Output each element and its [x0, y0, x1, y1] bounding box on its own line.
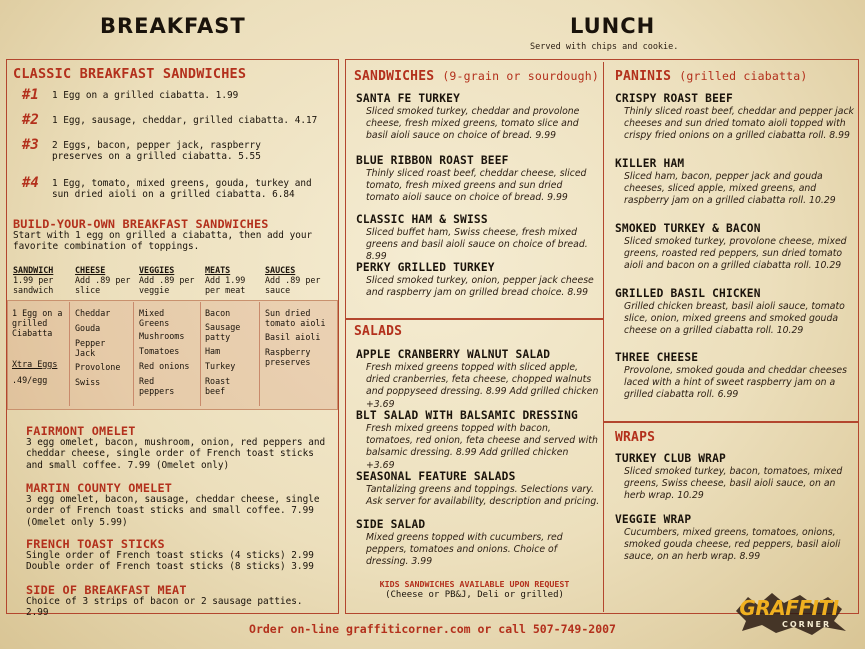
menu-item-desc: Sliced ham, bacon, pepper jack and gouda cheeses, sliced apple, mixed greens, and raspberry jam on a grilled ciabatta roll. 10.29: [624, 171, 836, 207]
lunch-note: Served with chips and cookie.: [530, 42, 679, 52]
special-desc: Single order of French toast sticks (4 sticks) 2.99 Double order of French toast sticks (8 sticks) 3.99: [26, 550, 314, 573]
menu-item-desc: Thinly sliced roast beef, cheddar and pepper jack cheeses and sun dried tomato aioli topped with crispy fried onions on a grilled ciabatta roll. 8.99: [624, 106, 854, 142]
menu-item-desc: Provolone, smoked gouda and cheddar cheeses laced with a hint of sweet raspberry jam on a grilled ciabatta roll. 6.99: [624, 365, 847, 401]
byo-sauces-list: [265, 308, 329, 367]
sandwich-salad-divider: [346, 318, 603, 320]
list-item: Tomatoes: [139, 346, 180, 356]
byo-title: BUILD-YOUR-OWN BREAKFAST SANDWICHES: [13, 217, 269, 231]
byo-meats-list: [205, 308, 257, 396]
list-item: Red peppers: [139, 376, 175, 397]
list-item: Bacon: [205, 308, 231, 318]
classic-number: #4: [22, 175, 39, 191]
menu-item-title: KILLER HAM: [615, 157, 685, 170]
byo-header-sandwich: SANDWICH 1.99 per sandwich: [13, 265, 54, 295]
salads-title: SALADS: [354, 324, 403, 339]
menu-item-title: BLT SALAD WITH BALSAMIC DRESSING: [356, 409, 578, 422]
byo-header-veggies: VEGGIES Add .89 per veggie: [139, 265, 195, 295]
byo-header-meats: MEATS Add 1.99 per meat: [205, 265, 246, 295]
menu-item-desc: Sliced smoked turkey, provolone cheese, mixed greens, roasted red peppers, sun dried tomato aioli and bacon on a grilled ciabatta roll. 10.29: [624, 236, 847, 272]
list-item: Gouda: [75, 323, 101, 333]
byo-divider: [133, 302, 134, 406]
byo-intro: Start with 1 egg on grilled a ciabatta, then add your favorite combination of toppings.: [13, 230, 313, 253]
menu-item-title: TURKEY CLUB WRAP: [615, 452, 726, 465]
menu-item-title: BLUE RIBBON ROAST BEEF: [356, 154, 509, 167]
menu-item-title: SANTA FE TURKEY: [356, 92, 461, 105]
classic-number: #2: [22, 112, 39, 128]
wraps-title: WRAPS: [615, 430, 656, 445]
list-item: Sun dried tomato aioli: [265, 308, 326, 329]
classic-item-text: 1 Egg, sausage, cheddar, grilled ciabatta. 4.17: [52, 115, 318, 126]
lunch-heading: LUNCH: [570, 14, 656, 38]
menu-item-title: PERKY GRILLED TURKEY: [356, 261, 495, 274]
classic-item-text: 2 Eggs, bacon, pepper jack, raspberry preserves on a grilled ciabatta. 5.55: [52, 140, 261, 163]
list-item: Sausage patty: [205, 322, 241, 343]
menu-item-desc: Tantalizing greens and toppings. Selections vary. Ask server for availability, description and pricing.: [366, 484, 600, 508]
lunch-column-divider: [603, 62, 604, 612]
menu-item-desc: Grilled chicken breast, basil aioli sauce, tomato slice, onion, mixed greens and smoked gouda cheese on a grilled ciabatta roll. 10.29: [624, 301, 845, 337]
logo-subtext: CORNER: [782, 620, 832, 629]
byo-sandwich-base: 1 Egg on a grilled Ciabatta: [12, 308, 63, 339]
menu-item-desc: Sliced smoked turkey, onion, pepper jack cheese and raspberry jam on grilled bread choice. 8.99: [366, 275, 594, 299]
list-item: Ham: [205, 346, 221, 356]
menu-item-title: SEASONAL FEATURE SALADS: [356, 470, 516, 483]
list-item: Cheddar: [75, 308, 111, 318]
menu-item-title: SIDE SALAD: [356, 518, 426, 531]
menu-item-desc: Fresh mixed greens topped with bacon, tomatoes, red onion, feta cheese and served with balsamic dressing. 8.99 Add grilled chicken +3.69: [366, 423, 598, 471]
byo-divider: [69, 302, 70, 406]
menu-item-desc: Cucumbers, mixed greens, tomatoes, onions, smoked gouda cheese, red peppers, basil aioli sauce, on an herb wrap. 8.99: [624, 527, 841, 563]
menu-item-desc: Sliced buffet ham, Swiss cheese, fresh mixed greens and basil aioli sauce on choice of bread. 8.99: [366, 227, 588, 263]
list-item: Raspberry preserves: [265, 347, 311, 368]
menu-item-title: CLASSIC HAM & SWISS: [356, 213, 488, 226]
byo-extra-eggs: Xtra Eggs: [12, 359, 58, 369]
paninis-title: PANINIS (grilled ciabatta): [615, 69, 808, 84]
menu-item-desc: Thinly sliced roast beef, cheddar cheese, sliced tomato, fresh mixed greens and sun dried tomato aioli sauce on choice of bread. 9.99: [366, 168, 587, 204]
list-item: Mushrooms: [139, 331, 185, 341]
order-online-footer[interactable]: Order on-line graffiticorner.com or call 507-749-2007: [249, 622, 616, 636]
menu-item-title: SMOKED TURKEY & BACON: [615, 222, 761, 235]
classic-number: #1: [22, 87, 39, 103]
menu-item-desc: Sliced smoked turkey, bacon, tomatoes, mixed greens, Swiss cheese, basil aioli sauce, on an herb wrap. 10.29: [624, 466, 843, 502]
list-item: Roast beef: [205, 376, 231, 397]
breakfast-heading: BREAKFAST: [100, 14, 246, 38]
byo-divider: [259, 302, 260, 406]
sandwiches-title: SANDWICHES (9-grain or sourdough): [354, 69, 600, 84]
byo-extra-eggs-price: .49/egg: [12, 375, 48, 385]
byo-header-sauces: SAUCES Add .89 per sauce: [265, 265, 321, 295]
menu-item-desc: Fresh mixed greens topped with sliced apple, dried cranberries, feta cheese, chopped walnuts and poppyseed dressing. 8.99 Add grilled chicken +3.69: [366, 362, 599, 410]
menu-item-desc: Mixed greens topped with cucumbers, red peppers, tomatoes and onions. Choice of dressing. 3.99: [366, 532, 563, 568]
menu-item-title: GRILLED BASIL CHICKEN: [615, 287, 761, 300]
list-item: Swiss: [75, 377, 101, 387]
classic-number: #3: [22, 137, 39, 153]
special-title: SIDE OF BREAKFAST MEAT: [26, 583, 187, 597]
list-item: Provolone: [75, 362, 121, 372]
list-item: Red onions: [139, 361, 190, 371]
menu-item-title: THREE CHEESE: [615, 351, 699, 364]
list-item: Pepper Jack: [75, 338, 106, 359]
menu-item-desc: Sliced smoked turkey, cheddar and provolone cheese, fresh mixed greens, tomato slice and basil aioli sauce on choice of bread. 9.99: [366, 106, 580, 142]
list-item: Mixed Greens: [139, 308, 170, 329]
menu-item-title: APPLE CRANBERRY WALNUT SALAD: [356, 348, 551, 361]
special-title: FAIRMONT OMELET: [26, 424, 136, 438]
byo-header-cheese: CHEESE Add .89 per slice: [75, 265, 131, 295]
classic-breakfast-title: CLASSIC BREAKFAST SANDWICHES: [13, 66, 247, 82]
classic-item-text: 1 Egg, tomato, mixed greens, gouda, turkey and sun dried aioli on a grilled ciabatta. 6.84: [52, 178, 312, 201]
panini-wrap-divider: [604, 421, 858, 423]
logo-text: GRAFFITI: [739, 596, 839, 620]
kids-note-line1: KIDS SANDWICHES AVAILABLE UPON REQUEST: [379, 579, 570, 589]
classic-item-text: 1 Egg on a grilled ciabatta. 1.99: [52, 90, 239, 101]
special-title: MARTIN COUNTY OMELET: [26, 481, 173, 495]
byo-divider: [200, 302, 201, 406]
byo-veggies-list: [139, 308, 197, 396]
special-desc: 3 egg omelet, bacon, sausage, cheddar cheese, single order of French toast sticks and small coffee. 7.99 (Omelet only 5.99): [26, 494, 320, 528]
list-item: Turkey: [205, 361, 236, 371]
special-title: FRENCH TOAST STICKS: [26, 537, 165, 551]
special-desc: Choice of 3 strips of bacon or 2 sausage patties. 2.99: [26, 596, 303, 619]
list-item: Basil aioli: [265, 332, 321, 342]
special-desc: 3 egg omelet, bacon, mushroom, onion, red peppers and cheddar cheese, single order of French toast sticks and small coffee. 7.99 (Omelet only): [26, 437, 326, 471]
menu-item-title: VEGGIE WRAP: [615, 513, 692, 526]
kids-note-line2: (Cheese or PB&J, Deli or grilled): [385, 590, 564, 600]
byo-cheese-list: [75, 308, 131, 392]
menu-item-title: CRISPY ROAST BEEF: [615, 92, 733, 105]
